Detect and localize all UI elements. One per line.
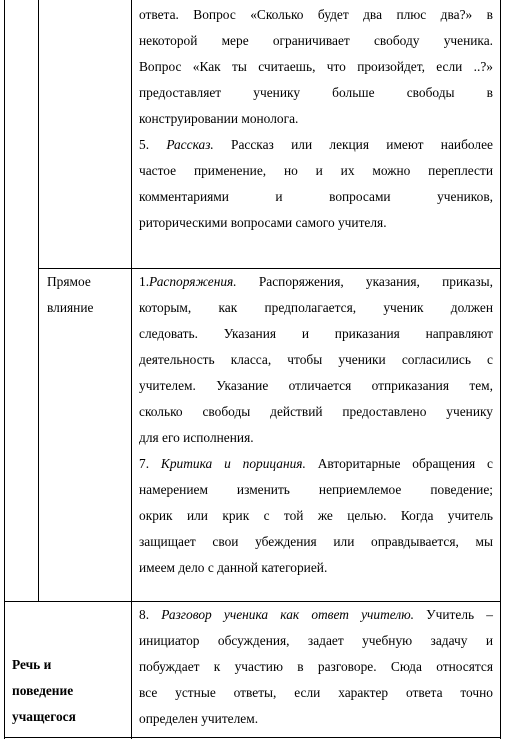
text-line: определен учителем. (139, 711, 259, 726)
table-divider-col2 (131, 0, 132, 739)
text-line: имеем дело с данной категорией. (139, 560, 328, 575)
item-5-heading (139, 132, 493, 158)
row3-section-heading (12, 652, 130, 730)
row3-description (139, 602, 493, 732)
text-line: ответа. Вопрос «Сколько будет два плюс два?» в (139, 7, 493, 22)
table-border-left (4, 0, 5, 739)
item-number: 8. (139, 607, 150, 622)
item-text: Учитель – (426, 607, 493, 622)
item-title: Рассказ. (166, 137, 214, 152)
text-line: конструировании монолога. (139, 111, 299, 126)
text-line: следовать. Указания и приказания направляют (139, 326, 493, 341)
text-line: побуждает к участию в разговоре. Сюда относятся (139, 659, 493, 674)
row2-category (47, 269, 127, 321)
table-border-bottom (4, 737, 501, 738)
section-line: учащегося (12, 709, 76, 724)
item-7-heading (139, 451, 493, 477)
table-border-right (500, 0, 501, 739)
item-title: Критика и порицания. (160, 456, 306, 471)
text-line: частое применение, но и их можно переплести (139, 163, 493, 178)
section-line: Речь и (12, 657, 52, 672)
section-line: поведение (12, 683, 74, 698)
category-line: влияние (47, 300, 94, 315)
item-text: Авторитарные обращения с (317, 456, 493, 471)
row1-description (139, 2, 493, 236)
text-line: намерением изменить неприемлемое поведение; (139, 482, 493, 497)
text-line: риторическими вопросами самого учителя. (139, 215, 387, 230)
text-line: учителем. Указание отличается отприказания тем, (139, 378, 493, 393)
text-line: сколько свободы действий предоставлено ученику (139, 404, 493, 419)
text-line: Вопрос «Как ты считаешь, что произойдет, если ..?» (139, 59, 493, 74)
item-text: Рассказ или лекция имеют наиболее (231, 137, 493, 152)
text-line: которым, как предполагается, ученик должен (139, 300, 493, 315)
text-line: деятельность класса, чтобы ученики согласились с (139, 352, 493, 367)
item-number: 7. (139, 456, 150, 471)
item-text: Распоряжения, указания, приказы, (258, 274, 493, 289)
category-line: Прямое (47, 274, 91, 289)
item-1-heading (139, 269, 493, 295)
item-8-heading (139, 602, 493, 628)
item-title: Распоряжения. (149, 274, 237, 289)
item-title: Разговор ученика как ответ учителю. (161, 607, 415, 622)
text-line: защищает свои убеждения или оправдывается, мы (139, 534, 493, 549)
text-line: для его исполнения. (139, 430, 254, 445)
item-number: 1. (139, 274, 150, 289)
text-line: инициатор обсуждения, задает учебную задачу и (139, 633, 493, 648)
text-line: окрик или крик с той же целью. Когда учитель (139, 508, 493, 523)
row2-description (139, 269, 493, 581)
table-divider-col1 (38, 0, 39, 601)
text-line: предоставляет ученику больше свободы в (139, 85, 493, 100)
text-line: некоторой мере ограничивает свободу ученика. (139, 33, 493, 48)
text-line: комментариями и вопросами учеников, (139, 189, 493, 204)
item-number: 5. (139, 137, 150, 152)
text-line: все устные ответы, если характер ответа точно (139, 685, 493, 700)
